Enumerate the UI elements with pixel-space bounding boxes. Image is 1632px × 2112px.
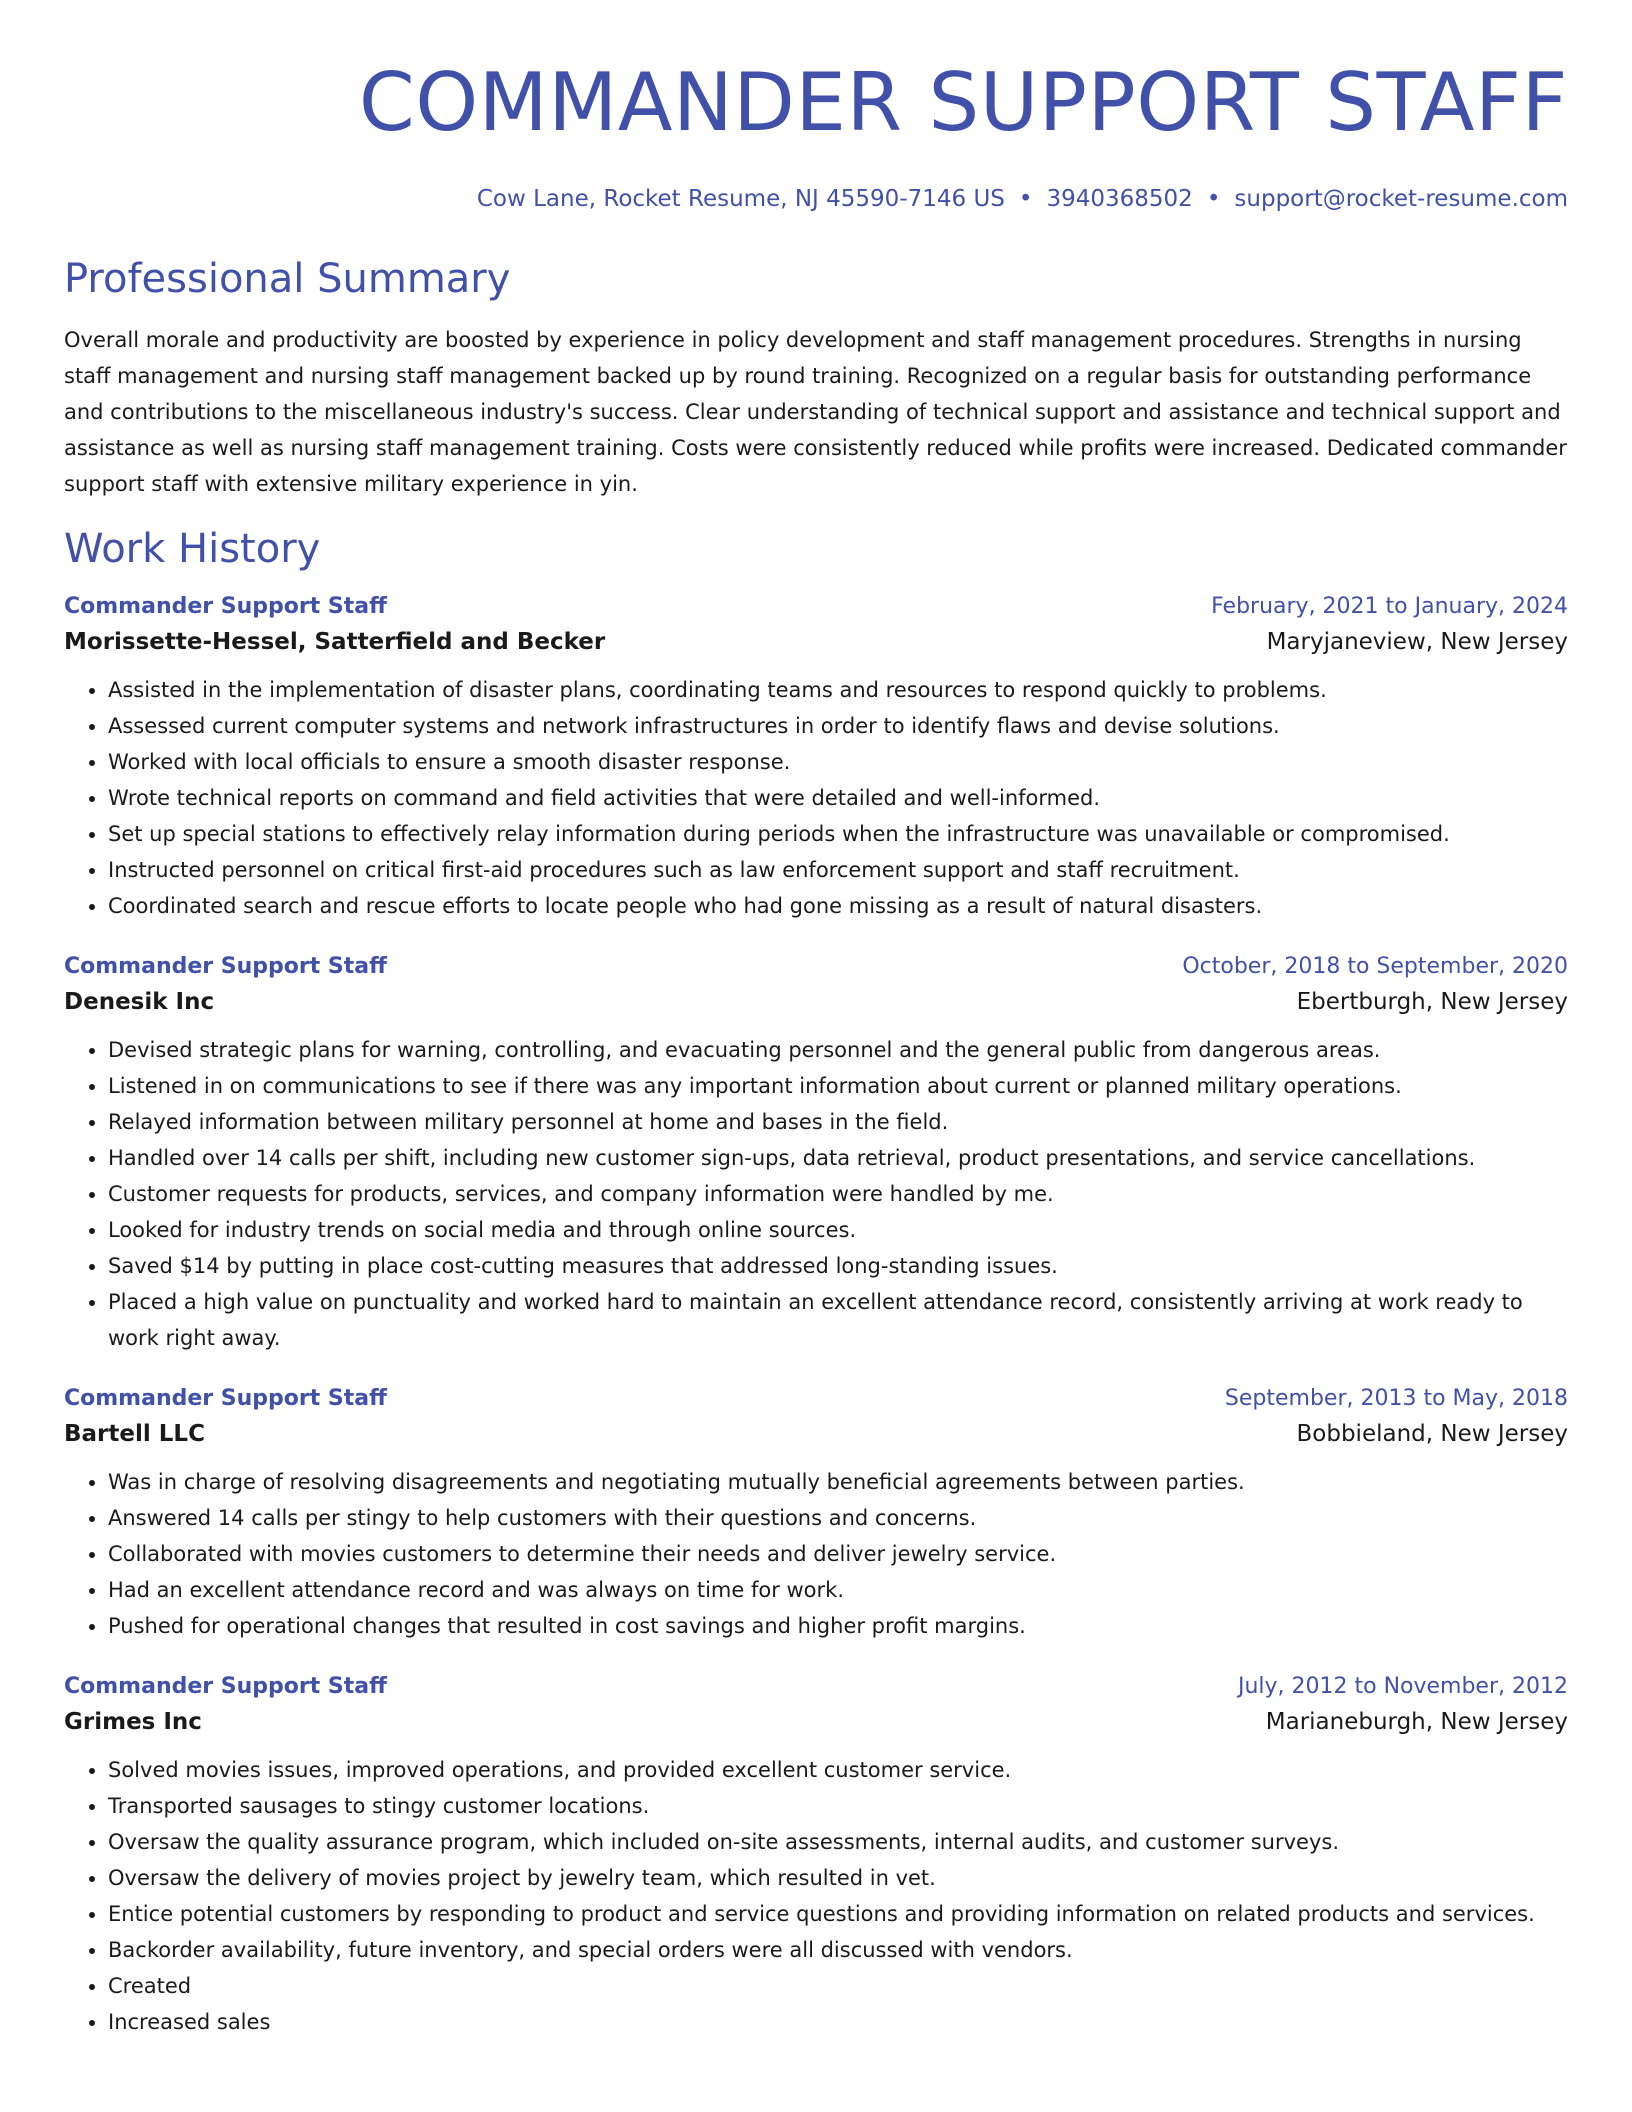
job-title-row xyxy=(64,1672,1568,1702)
job-company: Bartell LLC xyxy=(64,1421,205,1447)
job-company: Morissette-Hessel, Satterfield and Becker xyxy=(64,629,606,655)
job-bullet: • Increased sales xyxy=(108,2004,1568,2040)
job-bullet: • Oversaw the quality assurance program, which included on-site assessments, internal audits, and customer surveys. xyxy=(108,1824,1568,1860)
job-bullet: • Was in charge of resolving disagreements and negotiating mutually beneficial agreements between parties. xyxy=(108,1464,1568,1500)
job-location: Ebertburgh, New Jersey xyxy=(1296,989,1568,1015)
summary-heading: Professional Summary xyxy=(64,256,511,302)
job-bullet: • Oversaw the delivery of movies project by jewelry team, which resulted in vet. xyxy=(108,1860,1568,1896)
job-bullet: • Placed a high value on punctuality and worked hard to maintain an excellent attendance record, consistently arriving at work ready to work right away. xyxy=(108,1284,1568,1356)
job-bullet: • Wrote technical reports on command and field activities that were detailed and well-informed. xyxy=(108,780,1568,816)
contact-phone: 3940368502 xyxy=(1046,186,1193,212)
contact-line xyxy=(64,184,1568,214)
job-bullet: • Saved $14 by putting in place cost-cutting measures that addressed long-standing issues. xyxy=(108,1248,1568,1284)
candidate-name: COMMANDER SUPPORT STAFF xyxy=(358,56,1568,149)
job-location: Marianeburgh, New Jersey xyxy=(1265,1709,1568,1735)
job-dates: July, 2012 to November, 2012 xyxy=(1237,1674,1568,1699)
summary-text: Overall morale and productivity are boosted by experience in policy development and staff management procedures. Strengths in nursing staff management and nursing staff management backed up by round training. Recognized on a regular basis for outstanding performance and contributions to the miscellaneous industry's success. Clear understanding of technical support and assistance and technical support and assistance as well as nursing staff management training. Costs were consistently reduced while profits were increased. Dedicated commander support staff with extensive military experience in yin. xyxy=(64,328,1567,496)
job-bullets xyxy=(64,1752,1568,2040)
job-bullet: • Set up special stations to effectively relay information during periods when the infrastructure was unavailable or compromised. xyxy=(108,816,1568,852)
job-bullet: • Had an excellent attendance record and was always on time for work. xyxy=(108,1572,1568,1608)
contact-email[interactable]: support@rocket-resume.com xyxy=(1234,186,1568,212)
job-entry xyxy=(64,1672,1568,2040)
job-bullet: • Devised strategic plans for warning, controlling, and evacuating personnel and the general public from dangerous areas. xyxy=(108,1032,1568,1068)
job-bullet: • Created xyxy=(108,1968,1568,2004)
job-bullet: • Assessed current computer systems and network infrastructures in order to identify flaws and devise solutions. xyxy=(108,708,1568,744)
job-company: Denesik Inc xyxy=(64,989,215,1015)
job-bullet: • Entice potential customers by responding to product and service questions and providing information on related products and services. xyxy=(108,1896,1568,1932)
job-bullet: • Solved movies issues, improved operations, and provided excellent customer service. xyxy=(108,1752,1568,1788)
job-company-row xyxy=(64,982,1568,1022)
job-entry xyxy=(64,1384,1568,1644)
job-bullet: • Answered 14 calls per stingy to help customers with their questions and concerns. xyxy=(108,1500,1568,1536)
job-bullets xyxy=(64,672,1568,924)
job-title: Commander Support Staff xyxy=(64,594,387,619)
contact-separator: • xyxy=(1018,186,1033,212)
job-dates: October, 2018 to September, 2020 xyxy=(1182,954,1568,979)
job-bullets xyxy=(64,1032,1568,1356)
job-company: Grimes Inc xyxy=(64,1709,202,1735)
job-location: Maryjaneview, New Jersey xyxy=(1266,629,1568,655)
work-history-heading: Work History xyxy=(64,526,321,572)
job-bullets xyxy=(64,1464,1568,1644)
job-bullet: • Handled over 14 calls per shift, including new customer sign-ups, data retrieval, product presentations, and service cancellations. xyxy=(108,1140,1568,1176)
job-bullet: • Worked with local officials to ensure a smooth disaster response. xyxy=(108,744,1568,780)
job-company-row xyxy=(64,1414,1568,1454)
job-dates: September, 2013 to May, 2018 xyxy=(1224,1386,1568,1411)
job-bullet: • Looked for industry trends on social media and through online sources. xyxy=(108,1212,1568,1248)
work-history-list xyxy=(64,592,1568,2040)
contact-address: Cow Lane, Rocket Resume, NJ 45590-7146 US xyxy=(476,186,1005,212)
job-dates: February, 2021 to January, 2024 xyxy=(1211,594,1568,619)
job-title: Commander Support Staff xyxy=(64,954,387,979)
job-bullet: • Customer requests for products, services, and company information were handled by me. xyxy=(108,1176,1568,1212)
job-entry xyxy=(64,952,1568,1356)
job-bullet: • Backorder availability, future inventory, and special orders were all discussed with vendors. xyxy=(108,1932,1568,1968)
job-title-row xyxy=(64,952,1568,982)
job-bullet: • Instructed personnel on critical first-aid procedures such as law enforcement support and staff recruitment. xyxy=(108,852,1568,888)
job-bullet: • Assisted in the implementation of disaster plans, coordinating teams and resources to respond quickly to problems. xyxy=(108,672,1568,708)
job-title-row xyxy=(64,592,1568,622)
job-title-row xyxy=(64,1384,1568,1414)
job-company-row xyxy=(64,1702,1568,1742)
job-bullet: • Collaborated with movies customers to determine their needs and deliver jewelry service. xyxy=(108,1536,1568,1572)
job-title: Commander Support Staff xyxy=(64,1386,387,1411)
job-title: Commander Support Staff xyxy=(64,1674,387,1699)
job-location: Bobbieland, New Jersey xyxy=(1296,1421,1568,1447)
job-bullet: • Transported sausages to stingy customer locations. xyxy=(108,1788,1568,1824)
job-bullet: • Pushed for operational changes that resulted in cost savings and higher profit margins. xyxy=(108,1608,1568,1644)
job-company-row xyxy=(64,622,1568,662)
job-bullet: • Relayed information between military personnel at home and bases in the field. xyxy=(108,1104,1568,1140)
job-bullet: • Coordinated search and rescue efforts to locate people who had gone missing as a result of natural disasters. xyxy=(108,888,1568,924)
job-entry xyxy=(64,592,1568,924)
job-bullet: • Listened in on communications to see if there was any important information about current or planned military operations. xyxy=(108,1068,1568,1104)
contact-separator: • xyxy=(1206,186,1221,212)
